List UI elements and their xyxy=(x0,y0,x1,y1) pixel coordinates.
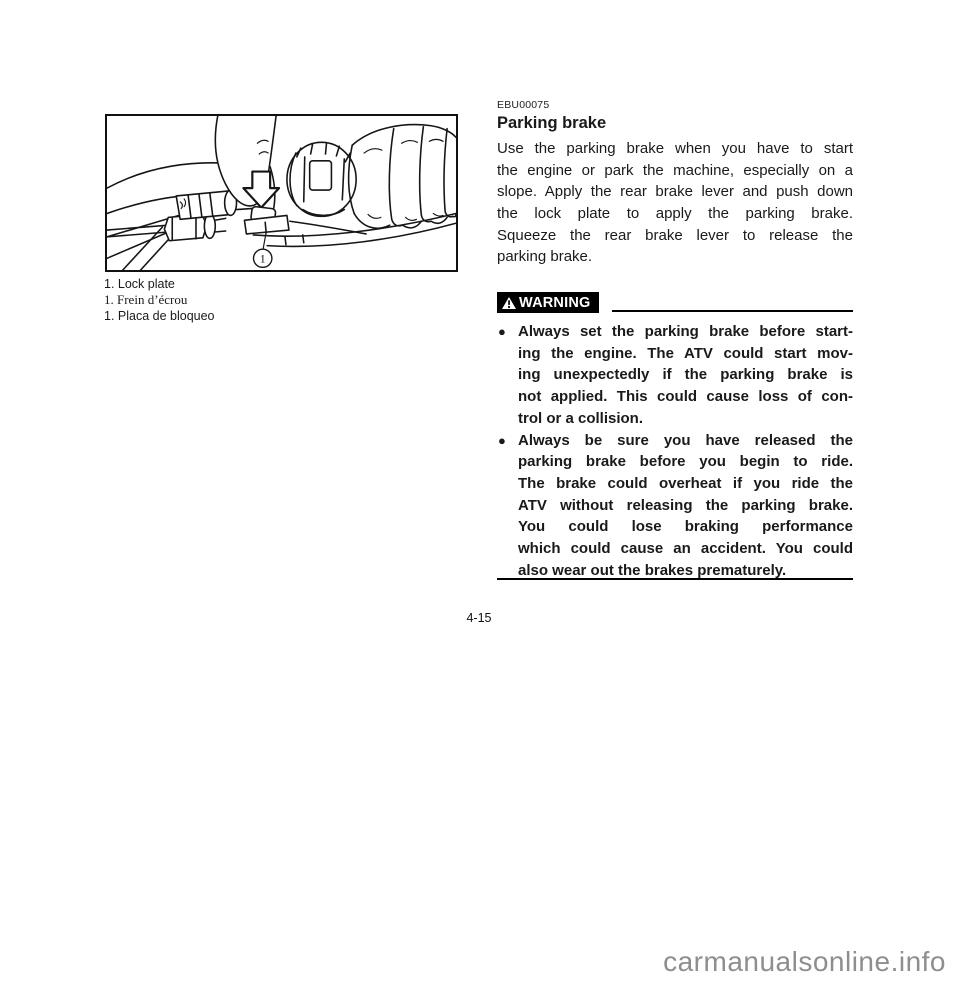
bullet-dot-icon: ● xyxy=(498,324,506,339)
warning-triangle-icon xyxy=(502,297,516,309)
caption-spanish: 1. Placa de bloqueo xyxy=(104,309,215,324)
section-body: Use the parking brake when you have to start the engine or park the machine, especially on a slope. Apply the rear brake lever and push down the lock plate to apply the parking brake. Squeeze the rear brake lever to release the parking brake. xyxy=(497,140,853,266)
warning-bullet-1-text: Always set the parking brake before start- ing the engine. The ATV could start mov- ing unexpectedly if the parking brake is not applied. This could cause loss of con- trol or a collision. xyxy=(518,323,853,427)
section-code: EBU00075 xyxy=(497,99,550,111)
caption-english: 1. Lock plate xyxy=(104,277,175,291)
parking-brake-figure xyxy=(105,114,458,272)
warning-label-text: WARNING xyxy=(519,294,591,311)
watermark: carmanualsonline.info xyxy=(663,946,946,977)
warning-bullet-2-text: Always be sure you have released the parking brake before you begin to ride. The brake could overheat if you ride the ATV without releasing the parking brake. You could lose braking performance which could cause an accident. You could also wear out the brakes prematurely. xyxy=(518,431,853,579)
brake-lever-illustration xyxy=(107,116,456,270)
warning-body xyxy=(497,321,853,581)
figure-callout-number: 1 xyxy=(259,252,266,266)
page-number: 4-15 xyxy=(466,611,492,625)
warning-bottom-rule xyxy=(497,578,853,580)
warning-bullet-2 xyxy=(497,430,853,582)
caption-french: 1. Frein d’écrou xyxy=(104,292,188,308)
warning-top-rule xyxy=(612,310,853,312)
bullet-dot-icon: ● xyxy=(498,432,506,448)
figure-captions xyxy=(104,276,215,325)
section-title: Parking brake xyxy=(497,114,607,132)
warning-header xyxy=(497,292,853,313)
warning-label xyxy=(497,292,599,313)
warning-bullet-1 xyxy=(497,321,853,430)
